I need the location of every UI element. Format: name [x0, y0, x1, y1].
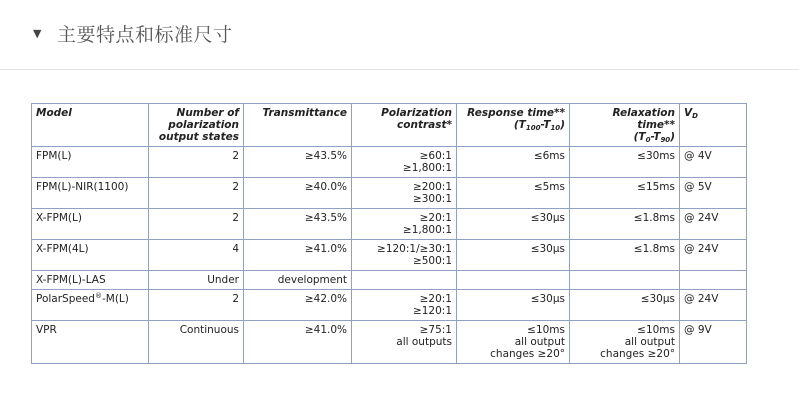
cell-contrast: ≥20:1 ≥120:1 — [352, 290, 457, 321]
header-relax-main: Relaxation time** — [612, 107, 675, 131]
cell-contrast: ≥75:1 all outputs — [352, 321, 457, 364]
cell-states: 2 — [149, 290, 244, 321]
cell-relaxation: ≤1.8ms — [570, 209, 680, 240]
cell-model: X-FPM(L) — [32, 209, 149, 240]
cell-transmittance: ≥43.5% — [244, 147, 352, 178]
cell-contrast: ≥200:1 ≥300:1 — [352, 178, 457, 209]
cell-vd: @ 5V — [680, 178, 747, 209]
cell-model: FPM(L) — [32, 147, 149, 178]
cell-relaxation: ≤1.8ms — [570, 240, 680, 271]
cell-transmittance: development — [244, 271, 352, 290]
cell-vd: @ 9V — [680, 321, 747, 364]
cell-response: ≤30μs — [457, 240, 570, 271]
cell-model: X-FPM(L)-LAS — [32, 271, 149, 290]
cell-states: 4 — [149, 240, 244, 271]
table-row — [32, 178, 747, 209]
cell-vd — [680, 271, 747, 290]
cell-relaxation: ≤15ms — [570, 178, 680, 209]
header-relax-sub: $(T_0-T_{90})$ — [633, 131, 675, 144]
cell-relaxation: ≤10ms all output changes ≥20° — [570, 321, 680, 364]
cell-contrast: ≥20:1 ≥1,800:1 — [352, 209, 457, 240]
cell-states: 2 — [149, 178, 244, 209]
cell-contrast: ≥120:1/≥30:1 ≥500:1 — [352, 240, 457, 271]
cell-transmittance: ≥42.0% — [244, 290, 352, 321]
cell-relaxation — [570, 271, 680, 290]
cell-vd: @ 4V — [680, 147, 747, 178]
cell-model: VPR — [32, 321, 149, 364]
cell-response: ≤10ms all output changes ≥20° — [457, 321, 570, 364]
cell-states: Continuous — [149, 321, 244, 364]
cell-response: ≤30μs — [457, 290, 570, 321]
table-header-row — [32, 104, 747, 147]
cell-vd: @ 24V — [680, 209, 747, 240]
header-relaxation-time — [570, 104, 680, 147]
table-row — [32, 290, 747, 321]
table-row — [32, 321, 747, 364]
cell-transmittance: ≥43.5% — [244, 209, 352, 240]
cell-contrast: ≥60:1 ≥1,800:1 — [352, 147, 457, 178]
cell-vd: @ 24V — [680, 240, 747, 271]
table-row — [32, 271, 747, 290]
header-response-sub: $(T_{100}-T_{10})$ — [513, 119, 565, 132]
table-row — [32, 147, 747, 178]
cell-states: 2 — [149, 209, 244, 240]
cell-response: ≤5ms — [457, 178, 570, 209]
cell-response: ≤6ms — [457, 147, 570, 178]
header-vd: $V_D$ — [680, 104, 747, 147]
caret-down-icon[interactable]: ▼ — [33, 27, 42, 40]
cell-transmittance: ≥41.0% — [244, 321, 352, 364]
cell-states: Under — [149, 271, 244, 290]
cell-model: PolarSpeed®-M(L) — [32, 290, 149, 321]
header-contrast: Polarization contrast* — [352, 104, 457, 147]
header-states: Number of polarization output states — [149, 104, 244, 147]
cell-model: X-FPM(4L) — [32, 240, 149, 271]
table-row — [32, 240, 747, 271]
cell-relaxation: ≤30ms — [570, 147, 680, 178]
cell-transmittance: ≥41.0% — [244, 240, 352, 271]
section-header[interactable] — [0, 0, 799, 70]
spec-table — [31, 103, 747, 364]
cell-contrast — [352, 271, 457, 290]
cell-relaxation: ≤30μs — [570, 290, 680, 321]
cell-response — [457, 271, 570, 290]
table-row — [32, 209, 747, 240]
section-title: 主要特点和标准尺寸 — [57, 24, 233, 46]
cell-model: FPM(L)-NIR(1100) — [32, 178, 149, 209]
cell-transmittance: ≥40.0% — [244, 178, 352, 209]
header-response-main: Response time** — [467, 107, 565, 119]
cell-response: ≤30μs — [457, 209, 570, 240]
header-response-time — [457, 104, 570, 147]
header-model: Model — [32, 104, 149, 147]
cell-states: 2 — [149, 147, 244, 178]
cell-vd: @ 24V — [680, 290, 747, 321]
header-transmittance: Transmittance — [244, 104, 352, 147]
